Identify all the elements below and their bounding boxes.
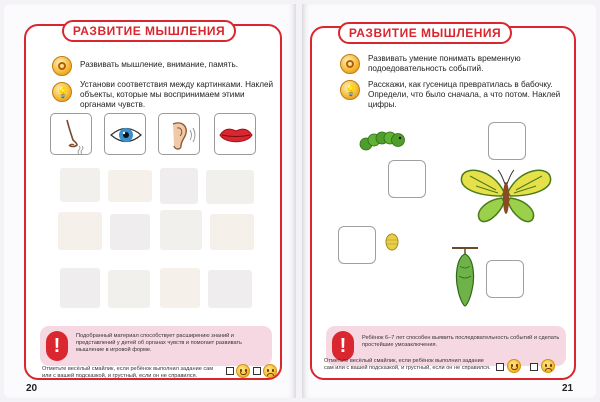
right-page-number: 21 bbox=[562, 383, 574, 394]
right-page-title: РАЗВИТИЕ МЫШЛЕНИЯ bbox=[338, 22, 512, 44]
sticker-slot bbox=[110, 214, 150, 250]
eye-icon bbox=[105, 114, 147, 156]
left-page-title: РАЗВИТИЕ МЫШЛЕНИЯ bbox=[62, 20, 236, 42]
right-note-text: Ребёнок 6–7 лет способен выявить последовательность событий и сделать простейшие умозаключения. bbox=[362, 335, 560, 348]
left-smiley-instruction: Отметьте весёлый смайлик, если ребёнок выполнил задание сам или с вашей подсказкой, и грустный, если он не справился. bbox=[42, 366, 214, 379]
sticker-slot bbox=[60, 268, 100, 308]
sticker-slot bbox=[58, 212, 102, 250]
sticker-slot bbox=[60, 168, 100, 202]
sad-smiley-icon bbox=[263, 364, 277, 378]
sticker-slot bbox=[160, 210, 202, 250]
ear-icon bbox=[159, 114, 201, 156]
happy-smiley-icon bbox=[507, 359, 521, 373]
left-page-number: 20 bbox=[26, 383, 38, 394]
right-goal-text: Развивать умение понимать временную подоедовательность событий. bbox=[368, 54, 521, 73]
left-goal-text: Развивать мышление, внимание, память. bbox=[80, 60, 239, 69]
sticker-slot bbox=[160, 268, 200, 308]
happy-checkbox[interactable] bbox=[496, 363, 504, 371]
sticker-slot bbox=[210, 214, 254, 250]
right-smiley-instruction: Отметьте весёлый смайлик, если ребёнок выполнил задание сам или с вашей подсказкой, и грустный, если он не справился. bbox=[324, 358, 491, 371]
ear-card bbox=[158, 113, 200, 155]
left-note-text: Подобранный материал способствует расширению знаний и представлений у детей об органах чувств и помогает развивать мышление в игровой форме. bbox=[76, 333, 242, 353]
sticker-slot bbox=[108, 170, 152, 202]
pupa-icon bbox=[450, 244, 480, 308]
lips-card bbox=[214, 113, 256, 155]
happy-smiley-icon bbox=[236, 364, 250, 378]
nose-icon bbox=[51, 114, 93, 156]
sad-checkbox[interactable] bbox=[253, 367, 261, 375]
number-slot[interactable] bbox=[338, 226, 376, 264]
eye-card bbox=[104, 113, 146, 155]
sticker-slot bbox=[108, 270, 150, 308]
happy-checkbox[interactable] bbox=[226, 367, 234, 375]
target-icon bbox=[340, 54, 360, 74]
lightbulb-icon: 💡 bbox=[52, 82, 72, 102]
caterpillar-icon bbox=[358, 128, 408, 154]
sad-smiley-icon bbox=[541, 359, 555, 373]
lips-icon bbox=[215, 114, 257, 156]
right-task-text: Расскажи, как гусеница превратилась в бабочку. Определи, что было сначала, а что потом. Наклей цифры. bbox=[368, 80, 561, 109]
number-slot[interactable] bbox=[488, 122, 526, 160]
sticker-slot bbox=[208, 270, 252, 308]
target-icon bbox=[52, 56, 72, 76]
left-task-text: Установи соответствия между картинками. Наклей объекты, которые мы воспринимаем этими органами чувств. bbox=[80, 80, 274, 109]
number-slot[interactable] bbox=[388, 160, 426, 198]
sticker-slot bbox=[160, 168, 198, 204]
exclamation-icon: ! bbox=[46, 331, 68, 361]
lightbulb-icon: 💡 bbox=[340, 80, 360, 100]
sticker-slot bbox=[206, 170, 254, 204]
sad-checkbox[interactable] bbox=[530, 363, 538, 371]
exclamation-icon: ! bbox=[332, 331, 354, 361]
nose-card bbox=[50, 113, 92, 155]
egg-icon bbox=[384, 232, 400, 252]
number-slot[interactable] bbox=[486, 260, 524, 298]
butterfly-icon bbox=[456, 162, 556, 228]
